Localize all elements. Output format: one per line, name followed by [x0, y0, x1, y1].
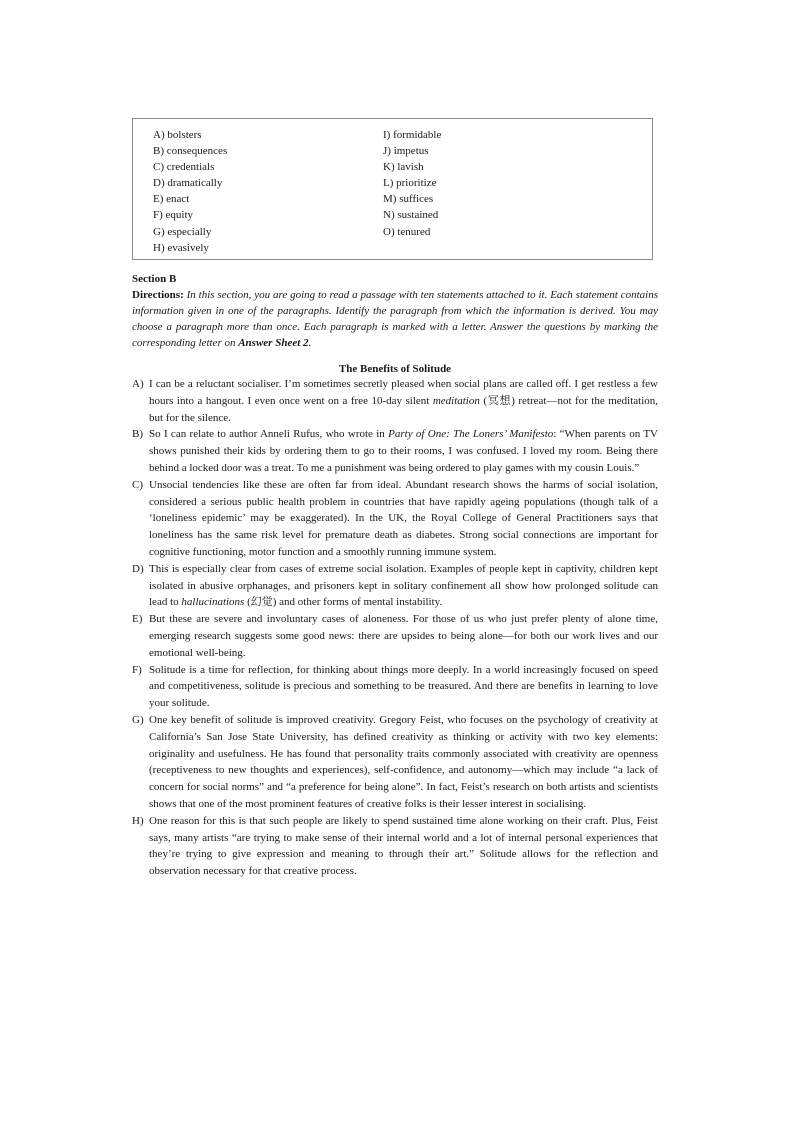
word-option: C) credentials — [153, 161, 215, 174]
word-option: F) equity — [153, 209, 194, 222]
paragraph-text: (冥想) retreat—not for the meditation, but for the silence. — [149, 394, 658, 424]
paragraph-emphasis: meditation — [432, 394, 480, 407]
passage — [132, 376, 658, 880]
paragraph-emphasis: Party of One: The Loners’ Manifesto — [388, 428, 554, 441]
paragraph-b — [132, 426, 658, 476]
directions-label: Directions: — [132, 289, 184, 301]
section-b — [132, 271, 658, 351]
word-bank-box — [132, 118, 653, 260]
paragraph-text: Solitude is a time for reflection, for thinking about things more deeply. In a world increasingly focused on speed and competitiveness, solitude is precious and something to be treasured. And there are benefits in learning to love your solitude. — [149, 663, 658, 710]
paragraph-text: Unsocial tendencies like these are often far from ideal. Abundant research shows the harms of social isolation, considered a serious public health problem in countries that have rapidly ageing populations (though talk of a ‘loneliness epidemic’ may be exaggerated). In the UK, the Royal College of General Practitioners says that loneliness has the same risk level for premature death as diabetes. Strong social connections are important for cognitive functioning, motor function and a smoothly running immune system. — [149, 478, 658, 558]
paragraph-text: One key benefit of solitude is improved creativity. Gregory Feist, who focuses on the psychology of creativity at California’s San Jose State University, has defined creativity as thinking or activity with two key elements: originality and usefulness. He has found that personality traits commonly associated with creativity are openness (receptiveness to new thoughts and experiences), self-confidence, and autonomy—which may include “a lack of concern for social norms” and “a preference for being alone”. In fact, Feist’s research on both artists and scientists shows that one of the most prominent features of creative folks is their lesser interest in socialising. — [149, 713, 658, 810]
directions-period: . — [308, 337, 312, 349]
word-option: E) enact — [153, 193, 190, 206]
paragraph-letter: D) — [132, 562, 144, 575]
word-option: J) impetus — [383, 145, 429, 158]
word-option: L) prioritize — [383, 177, 437, 190]
word-option: G) especially — [153, 225, 212, 238]
paragraph-e — [132, 611, 658, 661]
word-option: D) dramatically — [153, 177, 223, 190]
paragraph-c — [132, 477, 658, 561]
paragraph-letter: B) — [132, 428, 143, 441]
paragraph-a — [132, 376, 658, 426]
word-bank-right-column — [383, 127, 441, 240]
paragraph-h — [132, 813, 658, 880]
word-option: O) tenured — [383, 225, 431, 238]
directions-text: In this section, you are going to read a passage with ten statements attached to it. Each statement contains information given in one of the paragraphs. Identify the paragraph from which the information is derived. You may choose a paragraph more than once. Each paragraph is marked with a letter. Answer the questions by marking the corresponding letter on — [132, 289, 658, 349]
paragraph-d — [132, 561, 658, 611]
paragraph-text: : “When parents on TV shows punished their kids by ordering them to go to their rooms, I was confused. I loved my room. Being there behind a locked door was a treat. To me a punishment was being ordered to play games with my cousin Louis.” — [149, 428, 659, 474]
directions — [132, 287, 658, 351]
word-option: M) suffices — [383, 193, 434, 206]
word-option: B) consequences — [153, 145, 228, 158]
word-option: I) formidable — [383, 129, 442, 141]
paragraph-letter: F) — [132, 663, 142, 676]
passage-title: The Benefits of Solitude — [338, 363, 452, 375]
paragraph-text: One reason for this is that such people are likely to spend sustained time alone working on their craft. Plus, Feist says, many artists “are trying to make sense of their internal world and a lot of internal personal experiences that they’re trying to give expression and meaning to through their art.” Solitude allows for the reflection and observation necessary for that creative process. — [149, 814, 658, 878]
word-bank-left-column — [153, 127, 227, 256]
paragraph-letter: E) — [132, 613, 143, 626]
paragraph-text: This is especially clear from cases of extreme social isolation. Examples of people kept in captivity, children kept isolated in abusive orphanages, and prisoners kept in solitary confinement all show how prolonged solitude can lead to — [149, 562, 658, 609]
paragraph-text: I can be a reluctant socialiser. I’m sometimes secretly pleased when social plans are called off. I get restless a few hours into a hangout. I even once went on a free 10-day silent — [149, 378, 658, 407]
word-option: N) sustained — [383, 209, 439, 222]
paragraph-letter: G) — [132, 713, 144, 726]
paragraph-letter: C) — [132, 478, 143, 491]
word-option: K) lavish — [383, 161, 424, 174]
paragraph-emphasis: hallucinations — [181, 596, 245, 609]
answer-sheet-ref: Answer Sheet 2 — [238, 337, 309, 349]
paragraph-text: (幻觉) and other forms of mental instability. — [244, 596, 443, 609]
paragraph-g — [132, 712, 658, 813]
word-option: H) evasively — [153, 241, 209, 254]
paragraph-letter: A) — [132, 378, 144, 390]
paragraph-text: So I can relate to author Anneli Rufus, who wrote in — [149, 428, 389, 441]
word-option: A) bolsters — [153, 129, 202, 141]
section-heading: Section B — [132, 273, 177, 285]
paragraph-text: But these are severe and involuntary cases of aloneness. For those of us who just prefer plenty of alone time, emerging research suggests some good news: there are upsides to being alone—for both our work lives and our emotional well-being. — [149, 613, 658, 659]
paragraph-f — [132, 662, 658, 712]
paragraph-letter: H) — [132, 814, 144, 827]
